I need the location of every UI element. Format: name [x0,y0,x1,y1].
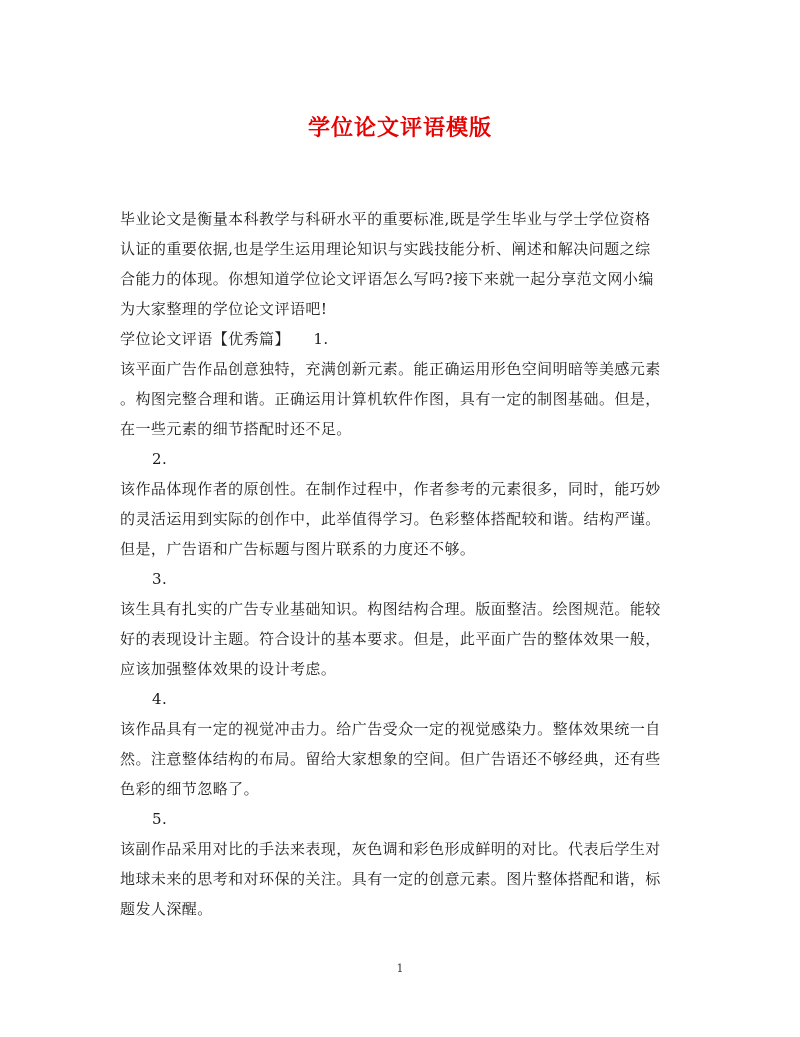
paragraph-line: 该作品具有一定的视觉冲击力。给广告受众一定的视觉感染力。整体效果统一自 [120,720,661,738]
paragraph-line: 但是，广告语和广告标题与图片联系的力度还不够。 [120,540,476,558]
paragraph-line: 色彩的细节忽略了。 [120,780,260,798]
item-number: 5. [152,810,168,828]
paragraph-line: 好的表现设计主题。符合设计的基本要求。但是，此平面广告的整体效果一般， [120,630,661,648]
page-title: 学位论文评语模版 [307,115,492,141]
item-number: 4. [152,690,168,708]
paragraph-line: 的灵活运用到实际的创作中，此举值得学习。色彩整体搭配较和谐。结构严谨。 [120,510,661,528]
paragraph-line: 然。注意整体结构的布局。留给大家想象的空间。但广告语还不够经典，还有些 [120,750,661,768]
paragraph-line: 认证的重要依据,也是学生运用理论知识与实践技能分析、阐述和解决问题之综 [120,240,651,258]
paragraph-line: 地球未来的思考和对环保的关注。具有一定的创意元素。图片整体搭配和谐，标 [120,870,661,888]
paragraph-line: 该副作品采用对比的手法来表现，灰色调和彩色形成鲜明的对比。代表后学生对 [120,840,661,858]
paragraph-line: 在一些元素的细节搭配时还不足。 [120,420,352,438]
paragraph-line: 题发人深醒。 [120,900,213,918]
page-number: 1 [396,962,404,975]
paragraph-line: 应该加强整体效果的设计考虑。 [120,660,337,678]
document-body [120,204,682,924]
item-number: 3. [152,570,168,588]
paragraph-line: 。构图完整合理和谐。正确运用计算机软件作图，具有一定的制图基础。但是， [120,390,661,408]
section-heading: 学位论文评语【优秀篇】 1. [120,330,329,348]
paragraph-line: 毕业论文是衡量本科教学与科研水平的重要标准,既是学生毕业与学士学位资格 [120,210,651,228]
item-number: 2. [152,450,168,468]
paragraph-line: 该平面广告作品创意独特，充满创新元素。能正确运用形色空间明暗等美感元素 [120,360,661,378]
paragraph-line: 合能力的体现。你想知道学位论文评语怎么写吗?接下来就一起分享范文网小编 [120,270,654,288]
paragraph-line: 为大家整理的学位论文评语吧! [120,300,328,318]
paragraph-line: 该生具有扎实的广告专业基础知识。构图结构合理。版面整洁。绘图规范。能较 [120,600,661,618]
paragraph-line: 该作品体现作者的原创性。在制作过程中，作者参考的元素很多，同时，能巧妙 [120,480,661,498]
